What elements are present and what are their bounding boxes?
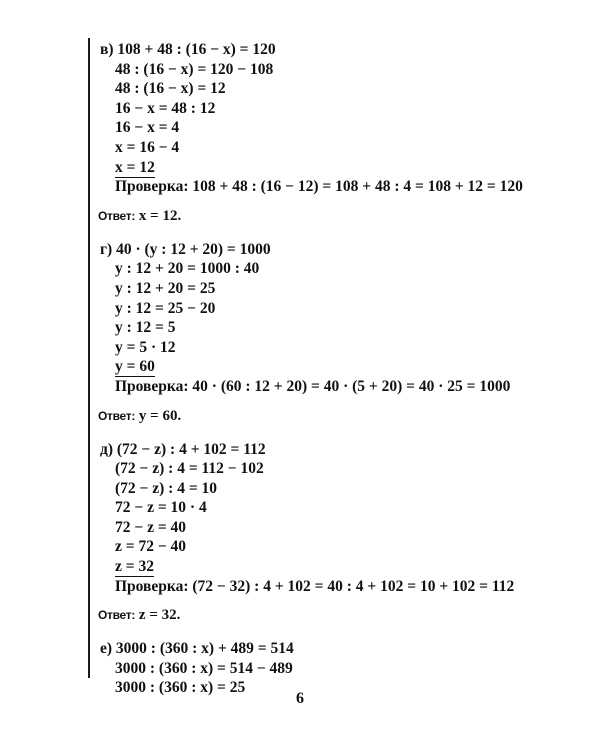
solution-d bbox=[100, 440, 580, 626]
equation-line: г) 40 · (y : 12 + 20) = 1000 bbox=[100, 240, 271, 258]
equation-line: е) 3000 : (360 : x) + 489 = 514 bbox=[100, 640, 294, 658]
equation-line: 3000 : (360 : x) = 25 bbox=[115, 679, 246, 697]
equation-line: (72 − z) : 4 = 112 − 102 bbox=[115, 460, 264, 478]
equation-line: x = 16 − 4 bbox=[115, 138, 180, 156]
answer-value: z = 32. bbox=[138, 607, 181, 624]
final-result: z = 32 bbox=[115, 558, 154, 576]
equation-line: y : 12 = 5 bbox=[115, 319, 176, 337]
answer-value: y = 60. bbox=[138, 407, 182, 424]
page-number: 6 bbox=[296, 690, 304, 707]
equation-line: y = 5 · 12 bbox=[115, 338, 176, 356]
equation-line: 48 : (16 − x) = 12 bbox=[115, 80, 226, 98]
equation-line: 48 : (16 − x) = 120 − 108 bbox=[115, 60, 274, 78]
margin-rule bbox=[88, 38, 90, 678]
equation-line: д) (72 − z) : 4 + 102 = 112 bbox=[100, 440, 266, 458]
equation-line: 16 − x = 4 bbox=[115, 119, 180, 137]
answer-value: x = 12. bbox=[138, 207, 182, 224]
equation-line: 3000 : (360 : x) = 514 − 489 bbox=[115, 659, 293, 677]
solution-g bbox=[100, 240, 580, 426]
answer-line bbox=[98, 205, 580, 226]
check-line: Проверка: 108 + 48 : (16 − 12) = 108 + 48 : 4 = 108 + 12 = 120 bbox=[115, 178, 523, 196]
answer-line bbox=[98, 405, 580, 426]
solution-v bbox=[100, 40, 580, 226]
equation-line: y : 12 + 20 = 1000 : 40 bbox=[115, 260, 260, 278]
final-result: y = 60 bbox=[115, 358, 155, 376]
answer-line bbox=[98, 604, 580, 625]
solutions-content bbox=[100, 40, 580, 698]
equation-line: в) 108 + 48 : (16 − x) = 120 bbox=[100, 41, 276, 58]
final-result-line bbox=[100, 158, 580, 178]
equation-line: 16 − x = 48 : 12 bbox=[115, 99, 216, 117]
equation-line: (72 − z) : 4 = 10 bbox=[115, 479, 218, 497]
final-result-line bbox=[100, 357, 580, 377]
equation-line: y : 12 + 20 = 25 bbox=[115, 279, 216, 297]
final-result-line bbox=[100, 557, 580, 577]
equation-line: 72 − z = 10 · 4 bbox=[115, 499, 207, 517]
answer-label: Ответ: bbox=[98, 208, 136, 223]
equation-line: y : 12 = 25 − 20 bbox=[115, 299, 216, 317]
equation-line: 72 − z = 40 bbox=[115, 518, 187, 536]
answer-label: Ответ: bbox=[98, 608, 136, 623]
final-result: x = 12 bbox=[115, 158, 155, 176]
answer-label: Ответ: bbox=[98, 408, 136, 423]
check-line: Проверка: 40 · (60 : 12 + 20) = 40 · (5 + 20) = 40 · 25 = 1000 bbox=[115, 377, 511, 395]
equation-line: z = 72 − 40 bbox=[115, 538, 187, 556]
check-line: Проверка: (72 − 32) : 4 + 102 = 40 : 4 + 102 = 10 + 102 = 112 bbox=[115, 577, 515, 595]
